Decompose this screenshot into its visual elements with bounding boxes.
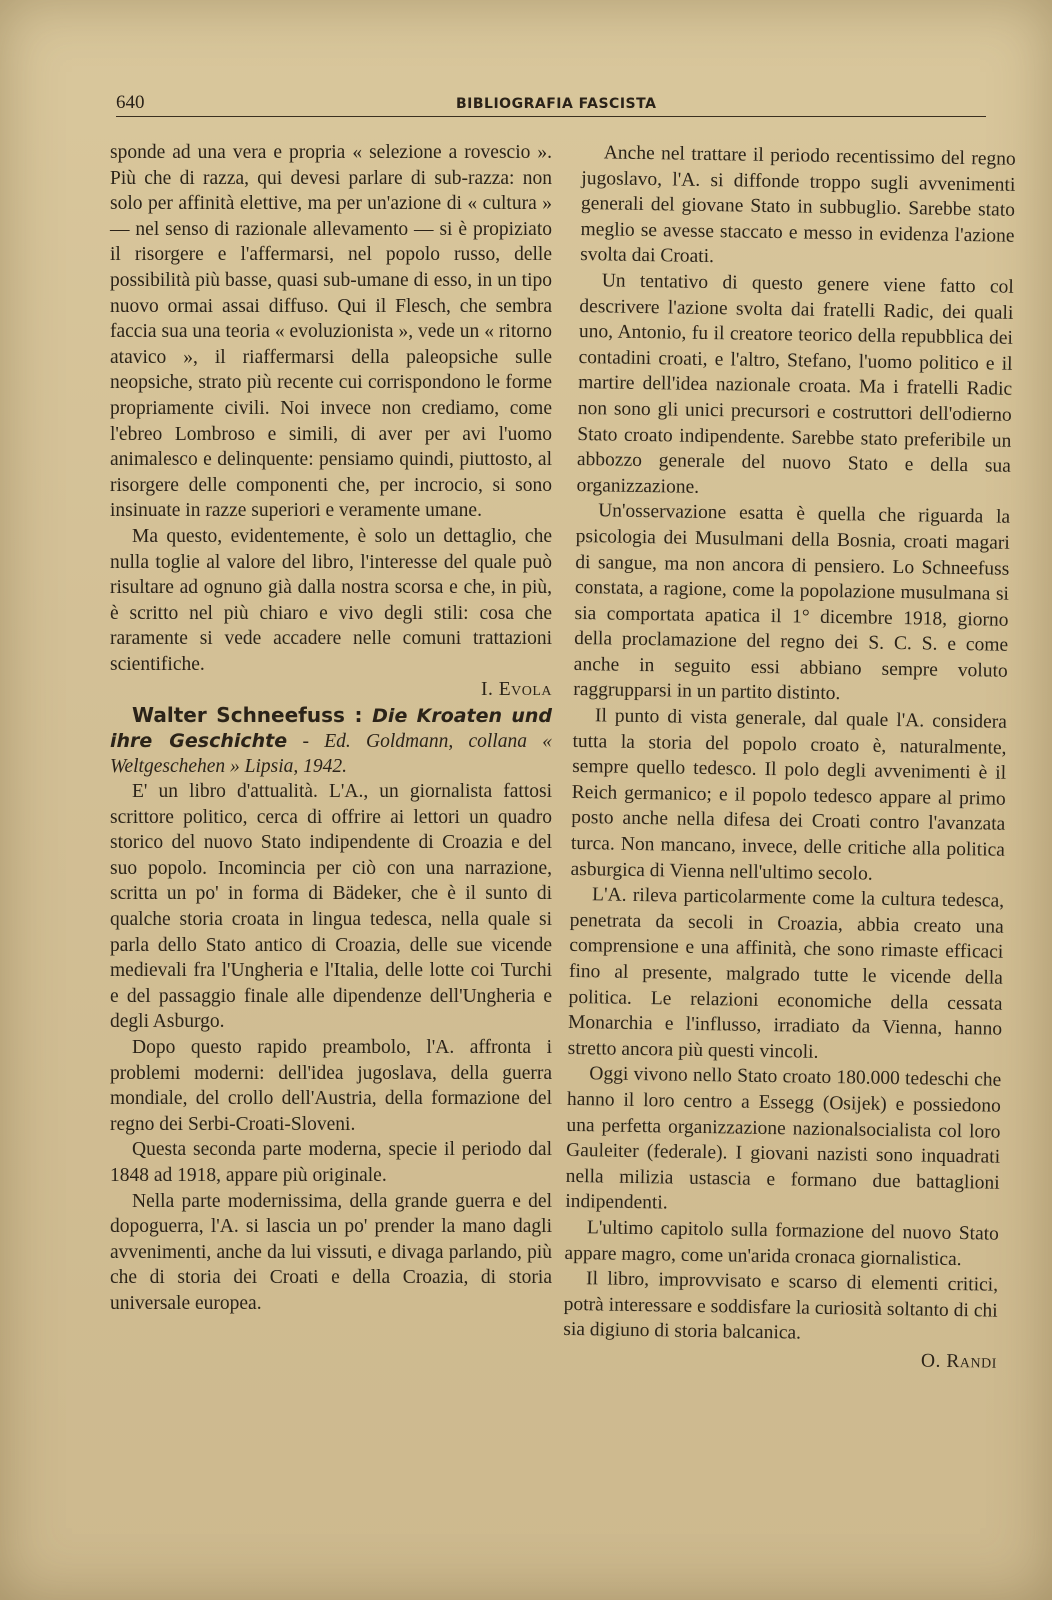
paragraph: Dopo questo rapido preambolo, l'A. affronta i problemi moderni: dell'idea jugoslava, della guerra mondiale, del crollo dell'Austria, della formazione del regno dei Serbi-Croati-Sloveni. (110, 1037, 552, 1135)
paragraph: Anche nel trattare il periodo recentissimo del regno jugoslavo, l'A. si diffonde troppo sugli avvenimenti generali del giovane Stato in subbuglio. Sarebbe stato meglio se avesse staccato e messo in evidenza l'azione svolta dai Croati. (580, 142, 1016, 268)
paragraph: L'ultimo capitolo sulla formazione del nuovo Stato appare magro, come un'arida cronaca giornalistica. (564, 1217, 1000, 1270)
paragraph: L'A. rileva particolarmente come la cultura tedesca, penetrata da secoli in Croazia, abbia creato una comprensione e una affinità, che sono rimaste efficaci fino al presente, malgrado tutte le vicende della politica. Le relazioni economiche della cessata Monarchia e l'influsso, irradiato da Vienna, hanno stretto ancora più questi vincoli. (567, 884, 1005, 1063)
paragraph: Il punto di vista generale, dal quale l'A. considera tutta la storia del popolo croato è, naturalmente, sempre quello tedesco. Il polo degli avvenimenti è il Reich germanico; e il popolo tedesco appare al primo posto anche nella difesa dei Croati contro l'avanzata turca. Non mancano, invece, delle critiche alla politica asburgica di Vienna nell'ultimo secolo. (570, 705, 1008, 885)
review-book-title: Die Kroaten und ihre Geschichte (110, 705, 552, 753)
running-title: BIBLIOGRAFIA FASCISTA (456, 96, 657, 112)
signature-line (563, 1343, 997, 1375)
paragraph: Ma questo, evidentemente, è solo un dettaglio, che nulla toglie al valore del libro, l'interesse del quale può risultare ad ognuno già dalla nostra scorsa e che, in più, è scritto nel più chiaro e vivo degli stili: cosa che raramente si vede accadere nelle comuni trattazioni scientifiche. (110, 525, 552, 675)
review-heading: Walter Schneefuss : Die Kroaten und ihre Geschichte - Ed. Goldmann, collana « Weltgeschehen » Lipsia, 1942. (110, 703, 552, 778)
paragraph: Nella parte modernissima, della grande guerra e del dopoguerra, l'A. si lascia un po' prender la mano dagli avvenimenti, anche da lui vissuti, e divaga parlando, più che di storia dei Croati e della Croazia, di storia universale europea. (110, 1190, 552, 1314)
paragraph: Un tentativo di questo genere viene fatto col descrivere l'azione svolta dai fratelli Radic, dei quali uno, Antonio, fu il creatore teorico della repubblica dei contadini croati, e l'altro, Stefano, l'uomo politico e il martire dell'idea nazionale croata. Ma i fratelli Radic non sono gli unici precursori e costruttori dell'odierno Stato croato indipendente. Sarebbe stato preferibile un abbozzo generale del nuovo Stato e della sua organizzazione. (576, 270, 1014, 498)
paragraph: Il libro, improvvisato e scarso di elementi critici, potrà interessare e soddisfare la curiosità soltanto di chi sia digiuno di storia balcanica. (563, 1268, 999, 1344)
paragraph: E' un libro d'attualità. L'A., un giornalista fattosi scrittore politico, cerca di offrire ai lettori un quadro storico del nuovo Stato indipendente di Croazia e del suo popolo. Incomincia per ciò con una narrazione, scritta un po' in forma di Bädeker, che è il sunto di qualche storia croata in lingua tedesca, nella quale si parla dello Stato antico di Croazia, delle sue vicende medievali fra l'Ungheria e l'Italia, delle lotte coi Turchi e del passaggio finale alle dipendenze dell'Ungheria e degli Asburgo. (110, 781, 552, 1033)
signature-line (110, 677, 552, 703)
left-column (110, 140, 552, 1317)
running-header (116, 92, 986, 117)
page-number: 640 (116, 92, 145, 113)
review-signature: I. Evola (480, 679, 552, 701)
paragraph: Oggi vivono nello Stato croato 180.000 tedeschi che hanno il loro centro a Essegg (Osijek) e possiedono una perfetta organizzazione nazionalsocialista col loro Gauleiter (federale). I giovani nazisti sono inquadrati nella milizia ustascia e formano due battaglioni indipendenti. (565, 1063, 1002, 1214)
paragraph: sponde ad una vera e propria « selezione a rovescio ». Più che di razza, qui devesi parlare di sub-razza: non solo per affinità elettive, ma per un'azione di « cultura » — nel senso di razionale allevamento — si è propiziato il risorgere e l'affermarsi, nel popolo russo, delle possibilità più basse, quasi sub-umane di esso, in un tipo nuovo ormai assai diffuso. Qui il Flesch, che sembra faccia sua una teoria « evoluzionista », vede un « ritorno atavico », il riaffermarsi della paleopsiche sulle neopsiche, strato più recente cui corrispondono le forme propriamente civili. Noi invece non crediamo, come l'ebreo Lombroso e simili, di aver per avi l'uomo animalesco e delinquente: pensiamo quindi, piuttosto, al risorgere delle componenti che, per incrocio, si sono insinuate in razze superiori e veramente umane. (110, 142, 552, 522)
review-signature: O. Randi (920, 1350, 998, 1373)
review-author: Walter Schneefuss (132, 703, 345, 728)
paragraph: Un'osservazione esatta è quella che riguarda la psicologia dei Musulmani della Bosnia, croati magari di sangue, ma non ancora di pensiero. Lo Schneefuss constata, a ragione, come la popolazione musulmana si sia comportata apatica il 1° dicembre 1918, giorno della proclamazione del regno dei S. C. S. e come anche in seguito essi abbiano sempre voluto raggrupparsi in un partito distinto. (573, 500, 1011, 705)
paragraph: Questa seconda parte moderna, specie il periodo dal 1848 ad 1918, appare più originale. (110, 1139, 552, 1186)
right-column (563, 140, 1016, 1375)
review-publisher: - Ed. Goldmann, collana « Weltgeschehen » Lipsia, 1942. (110, 731, 552, 778)
